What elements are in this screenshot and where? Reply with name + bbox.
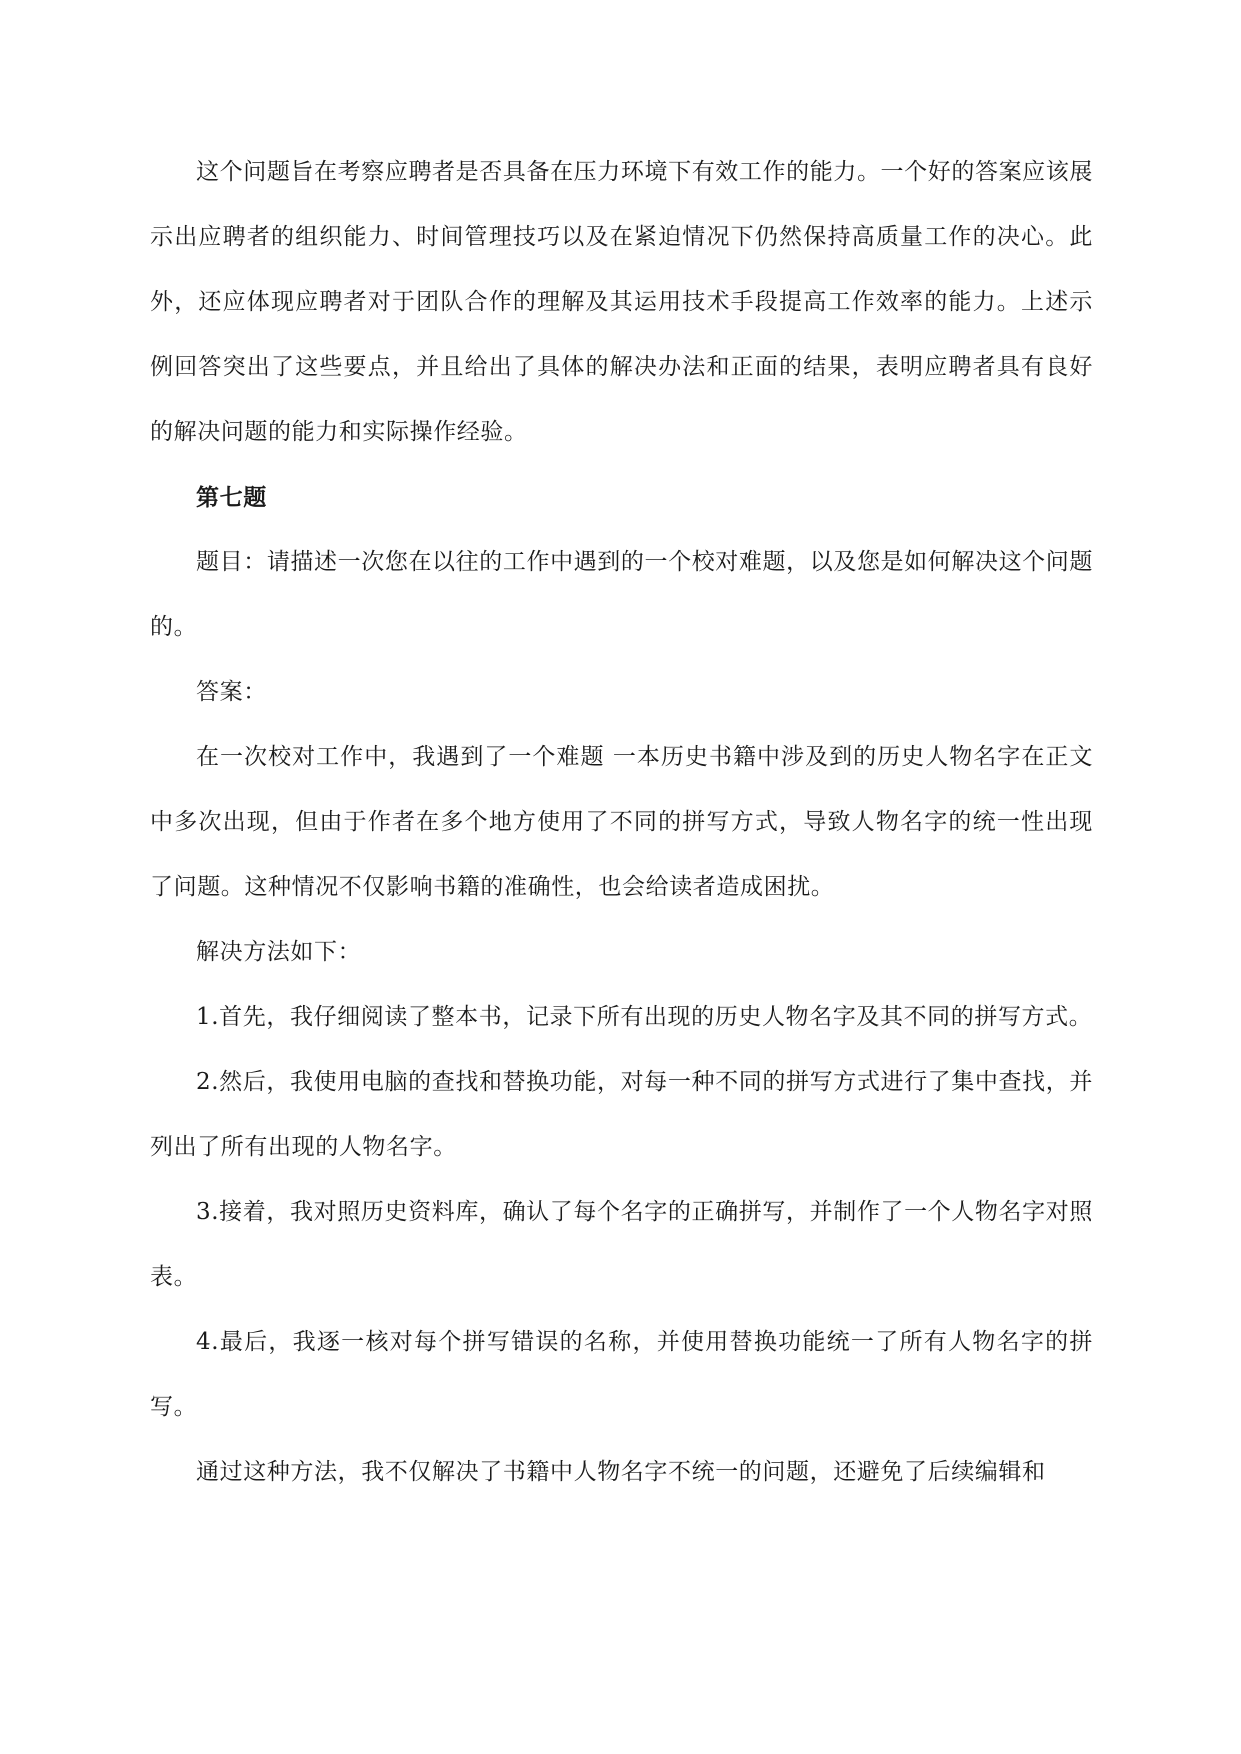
step-1: 1.首先，我仔细阅读了整本书，记录下所有出现的历史人物名字及其不同的拼写方式。 [196,1004,1093,1030]
step-2: 2.然后，我使用电脑的查找和替换功能，对每一种不同的拼写方式进行了集中查找，并列出了所有出现的人物名字。 [150,1069,1093,1160]
step-3: 3.接着，我对照历史资料库，确认了每个名字的正确拼写，并制作了一个人物名字对照表。 [150,1199,1093,1290]
question-text: 题目：请描述一次您在以往的工作中遇到的一个校对难题，以及您是如何解决这个问题的。 [150,549,1093,640]
question-heading: 第七题 [196,484,267,511]
case-paragraph: 在一次校对工作中，我遇到了一个难题 一本历史书籍中涉及到的历史人物名字在正文中多次出现，但由于作者在多个地方使用了不同的拼写方式，导致人物名字的统一性出现了问题。这种情况不仅影响书籍的准确性，也会给读者造成困扰。 [150,744,1093,900]
answer-analysis-paragraph: 这个问题旨在考察应聘者是否具备在压力环境下有效工作的能力。一个好的答案应该展示出应聘者的组织能力、时间管理技巧以及在紧迫情况下仍然保持高质量工作的决心。此外，还应体现应聘者对于团队合作的理解及其运用技术手段提高工作效率的能力。上述示例回答突出了这些要点，并且给出了具体的解决办法和正面的结果，表明应聘者具有良好的解决问题的能力和实际操作经验。 [150,159,1093,445]
conclusion-paragraph: 通过这种方法，我不仅解决了书籍中人物名字不统一的问题，还避免了后续编辑和 [196,1459,1046,1485]
method-label: 解决方法如下： [196,939,362,965]
document-body [150,140,1093,1505]
answer-label: 答案： [196,679,267,705]
step-4: 4.最后，我逐一核对每个拼写错误的名称，并使用替换功能统一了所有人物名字的拼写。 [150,1329,1093,1420]
